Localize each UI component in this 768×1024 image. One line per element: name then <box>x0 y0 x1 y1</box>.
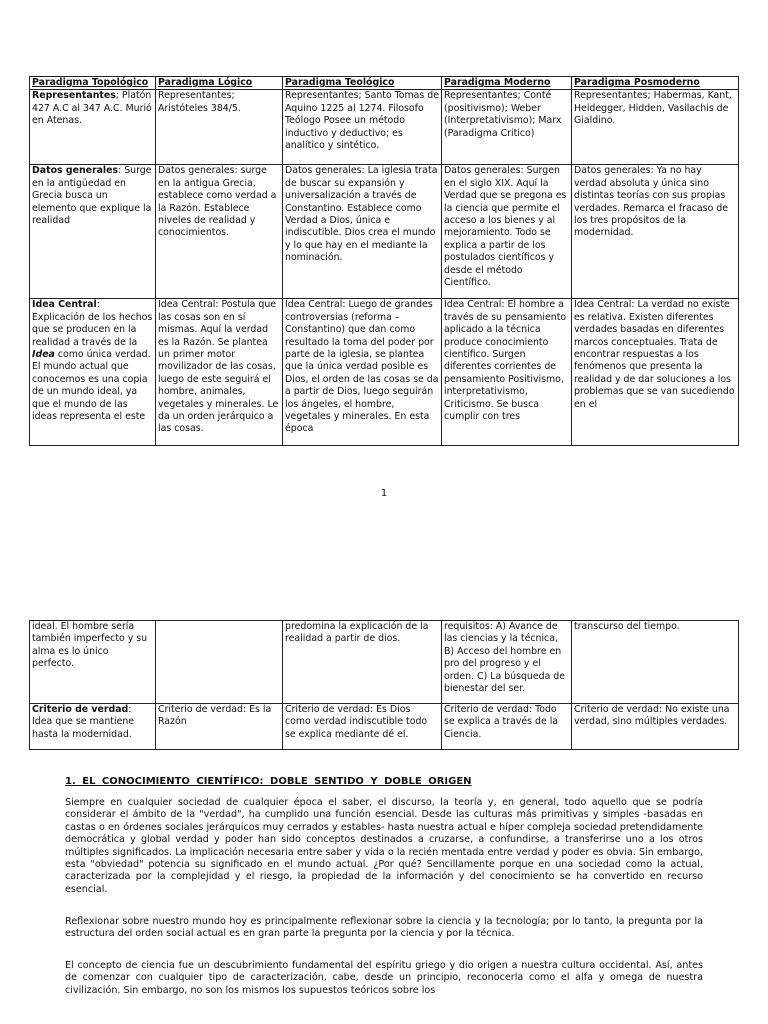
row-idea-central <box>30 299 739 446</box>
cell-topologico <box>30 90 156 165</box>
header-logico: Paradigma Lógico <box>156 77 283 90</box>
cell-logico: Representantes; Aristóteles 384/5. <box>156 90 283 165</box>
cell-teologico: predomina la explicación de la realidad a partir de dios. <box>283 621 442 704</box>
row-representantes <box>30 90 739 165</box>
cell-teologico: Idea Central: Luego de grandes controversias (reforma – Constantino) que dan como resultado la toma del poder por parte de la iglesia, se plantea que la única verdad posible es Dios, el orden de las cosas se da a partir de Dios, luego seguirán los ángeles, el hombre, vegetales y minerales. En esta época <box>283 299 442 446</box>
header-moderno: Paradigma Moderno <box>442 77 572 90</box>
header-teologico: Paradigma Teológico <box>283 77 442 90</box>
row-idea-central-continued <box>30 621 739 704</box>
cell-posmoderno: transcurso del tiempo. <box>572 621 739 704</box>
header-topologico: Paradigma Topológico <box>30 77 156 90</box>
cell-topologico <box>30 165 156 299</box>
cell-teologico: Datos generales: La iglesia trata de buscar su expansión y universalización a través de Constantino. Establece como Verdad a Dios, única e indiscutible. Dios crea el mundo y lo que hay en el mediante la nominación. <box>283 165 442 299</box>
cell-moderno: Criterio de verdad: Todo se explica a través de la Ciencia. <box>442 704 572 750</box>
emphasis-idea: Idea <box>32 349 55 361</box>
cell-teologico: Criterio de verdad: Es Dios como verdad indiscutible todo se explica mediante dé el. <box>283 704 442 750</box>
row-label: Datos generales <box>32 165 119 177</box>
cell-logico: Datos generales: surge en la antigua Grecia, establece como verdad a la Razón. Establece niveles de realidad y conocimientos. <box>156 165 283 299</box>
cell-moderno: Idea Central: El hombre a través de su pensamiento aplicado a la técnica produce conocimiento científico. Surgen diferentes corrientes de pensamiento Positivismo, interpretativismo, Criticismo. Se busca cumplir con tres <box>442 299 572 446</box>
cell-moderno: requisitos: A) Avance de las ciencias y la técnica, B) Acceso del hombre en pro del progreso y el orden. C) La búsqueda de bienestar del ser. <box>442 621 572 704</box>
cell-topologico <box>30 299 156 446</box>
cell-moderno: Datos generales: Surgen en el siglo XIX. Aquí la Verdad que se pregona es la ciencia que permite el acceso a los bienes y al mejoramiento. Todo se explica a partir de los postulados científicos y desde el método Científico. <box>442 165 572 299</box>
cell-topologico <box>30 704 156 750</box>
cell-moderno: Representantes; Conté (positivismo); Weber (Interpretativismo); Marx (Paradigma Critico) <box>442 90 572 165</box>
paragraph: El concepto de ciencia fue un descubrimiento fundamental del espíritu griego y dio origen a nuestra cultura occidental. Así, antes de comenzar con cualquier tipo de caracterización, cabe, desde un principio, reconocerla como el alfa y omega de nuestra civilización. Sin embargo, no son los mismos los supuestos teóricos sobre los <box>65 960 703 996</box>
paragraph: Siempre en cualquier sociedad de cualquier época el saber, el discurso, la teoría y, en general, todo aquello que se podría considerar el ámbito de la "verdad", ha cumplido una función esencial. Desde las culturas más primitivas y simples -basadas en castas o en órdenes sociales jerárquicos muy cerrados y estables- hasta nuestra actual e híper compleja sociedad pretendidamente democrática y global verdad y poder han sido conceptos destinados a cruzarse, a confundirse, a transferirse uno a los otros múltiples significados. La implicación necesaria entre saber y vida o la recién mentada entre verdad y poder es obvia. Sin embargo, esta "obviedad" potencia su significado en el mundo actual. ¿Por qué? Sencillamente porque en una sociedad como la actual, caracterizada por la complejidad y el riesgo, la propiedad de la información y del conocimiento se ha convertido en recurso esencial. <box>65 797 703 895</box>
paradigm-table-bottom <box>29 620 739 750</box>
cell-posmoderno: Datos generales: Ya no hay verdad absoluta y única sino distintas teorías con sus propias verdades. Remarca el fracaso de los tres propósitos de la modernidad. <box>572 165 739 299</box>
cell-text: : Explicación de los hechos que se producen en la realidad a través de la <box>32 299 153 348</box>
row-datos-generales <box>30 165 739 299</box>
page-number: 1 <box>380 488 388 499</box>
cell-text: ; Platón 427 A.C al 347 A.C. Murió en Atenas. <box>32 90 152 127</box>
paragraph: Reflexionar sobre nuestro mundo hoy es principalmente reflexionar sobre la ciencia y la tecnología; por lo tanto, la pregunta por la estructura del orden social actual es en gran parte la pregunta por la ciencia y por la técnica. <box>65 916 703 940</box>
header-posmoderno: Paradigma Posmoderno <box>572 77 739 90</box>
row-label: Representantes <box>32 90 116 102</box>
cell-posmoderno: Idea Central: La verdad no existe es relativa. Existen diferentes verdades basadas en diferentes marcos conceptuales. Trata de encontrar respuestas a los fenómenos que presenta la realidad y de dar soluciones a los problemas que se van sucediendo en el <box>572 299 739 446</box>
cell-posmoderno: Criterio de verdad: No existe una verdad, sino múltiples verdades. <box>572 704 739 750</box>
cell-logico: Idea Central: Postula que las cosas son en sí mismas. Aquí la verdad es la Razón. Se plantea un primer motor movilizador de las cosas, luego de este seguirá el hombre, animales, vegetales y minerales. Le da un orden jerárquico a las cosas. <box>156 299 283 446</box>
cell-logico <box>156 621 283 704</box>
cell-teologico: Representantes; Santo Tomas de Aquino 1225 al 1274. Filosofo Teólogo Posee un método inductivo y deductivo; es analítico y sintético. <box>283 90 442 165</box>
cell-text: : Surge en la antigüedad en Grecia busca un elemento que explique la realidad <box>32 165 152 227</box>
cell-logico: Criterio de verdad: Es la Razón <box>156 704 283 750</box>
cell-text: : Idea que se mantiene hasta la modernidad. <box>32 704 135 740</box>
row-criterio-de-verdad <box>30 704 739 750</box>
header-row <box>30 77 739 90</box>
cell-topologico: ideal. El hombre sería también imperfecto y su alma es lo único perfecto. <box>30 621 156 704</box>
row-label: Criterio de verdad <box>32 704 129 715</box>
section-title: 1. EL CONOCIMIENTO CIENTÍFICO: DOBLE SENTIDO Y DOBLE ORIGEN <box>65 776 472 787</box>
cell-text: como única verdad. El mundo actual que conocemos es una copia de un mundo ideal, ya que el mundo de las ideas representa el este <box>32 349 151 423</box>
row-label: Idea Central <box>32 299 97 311</box>
cell-posmoderno: Representantes; Habermas, Kant, Heidegger, Hidden, Vasilachis de Gialdino. <box>572 90 739 165</box>
paradigm-table-top <box>29 76 739 446</box>
